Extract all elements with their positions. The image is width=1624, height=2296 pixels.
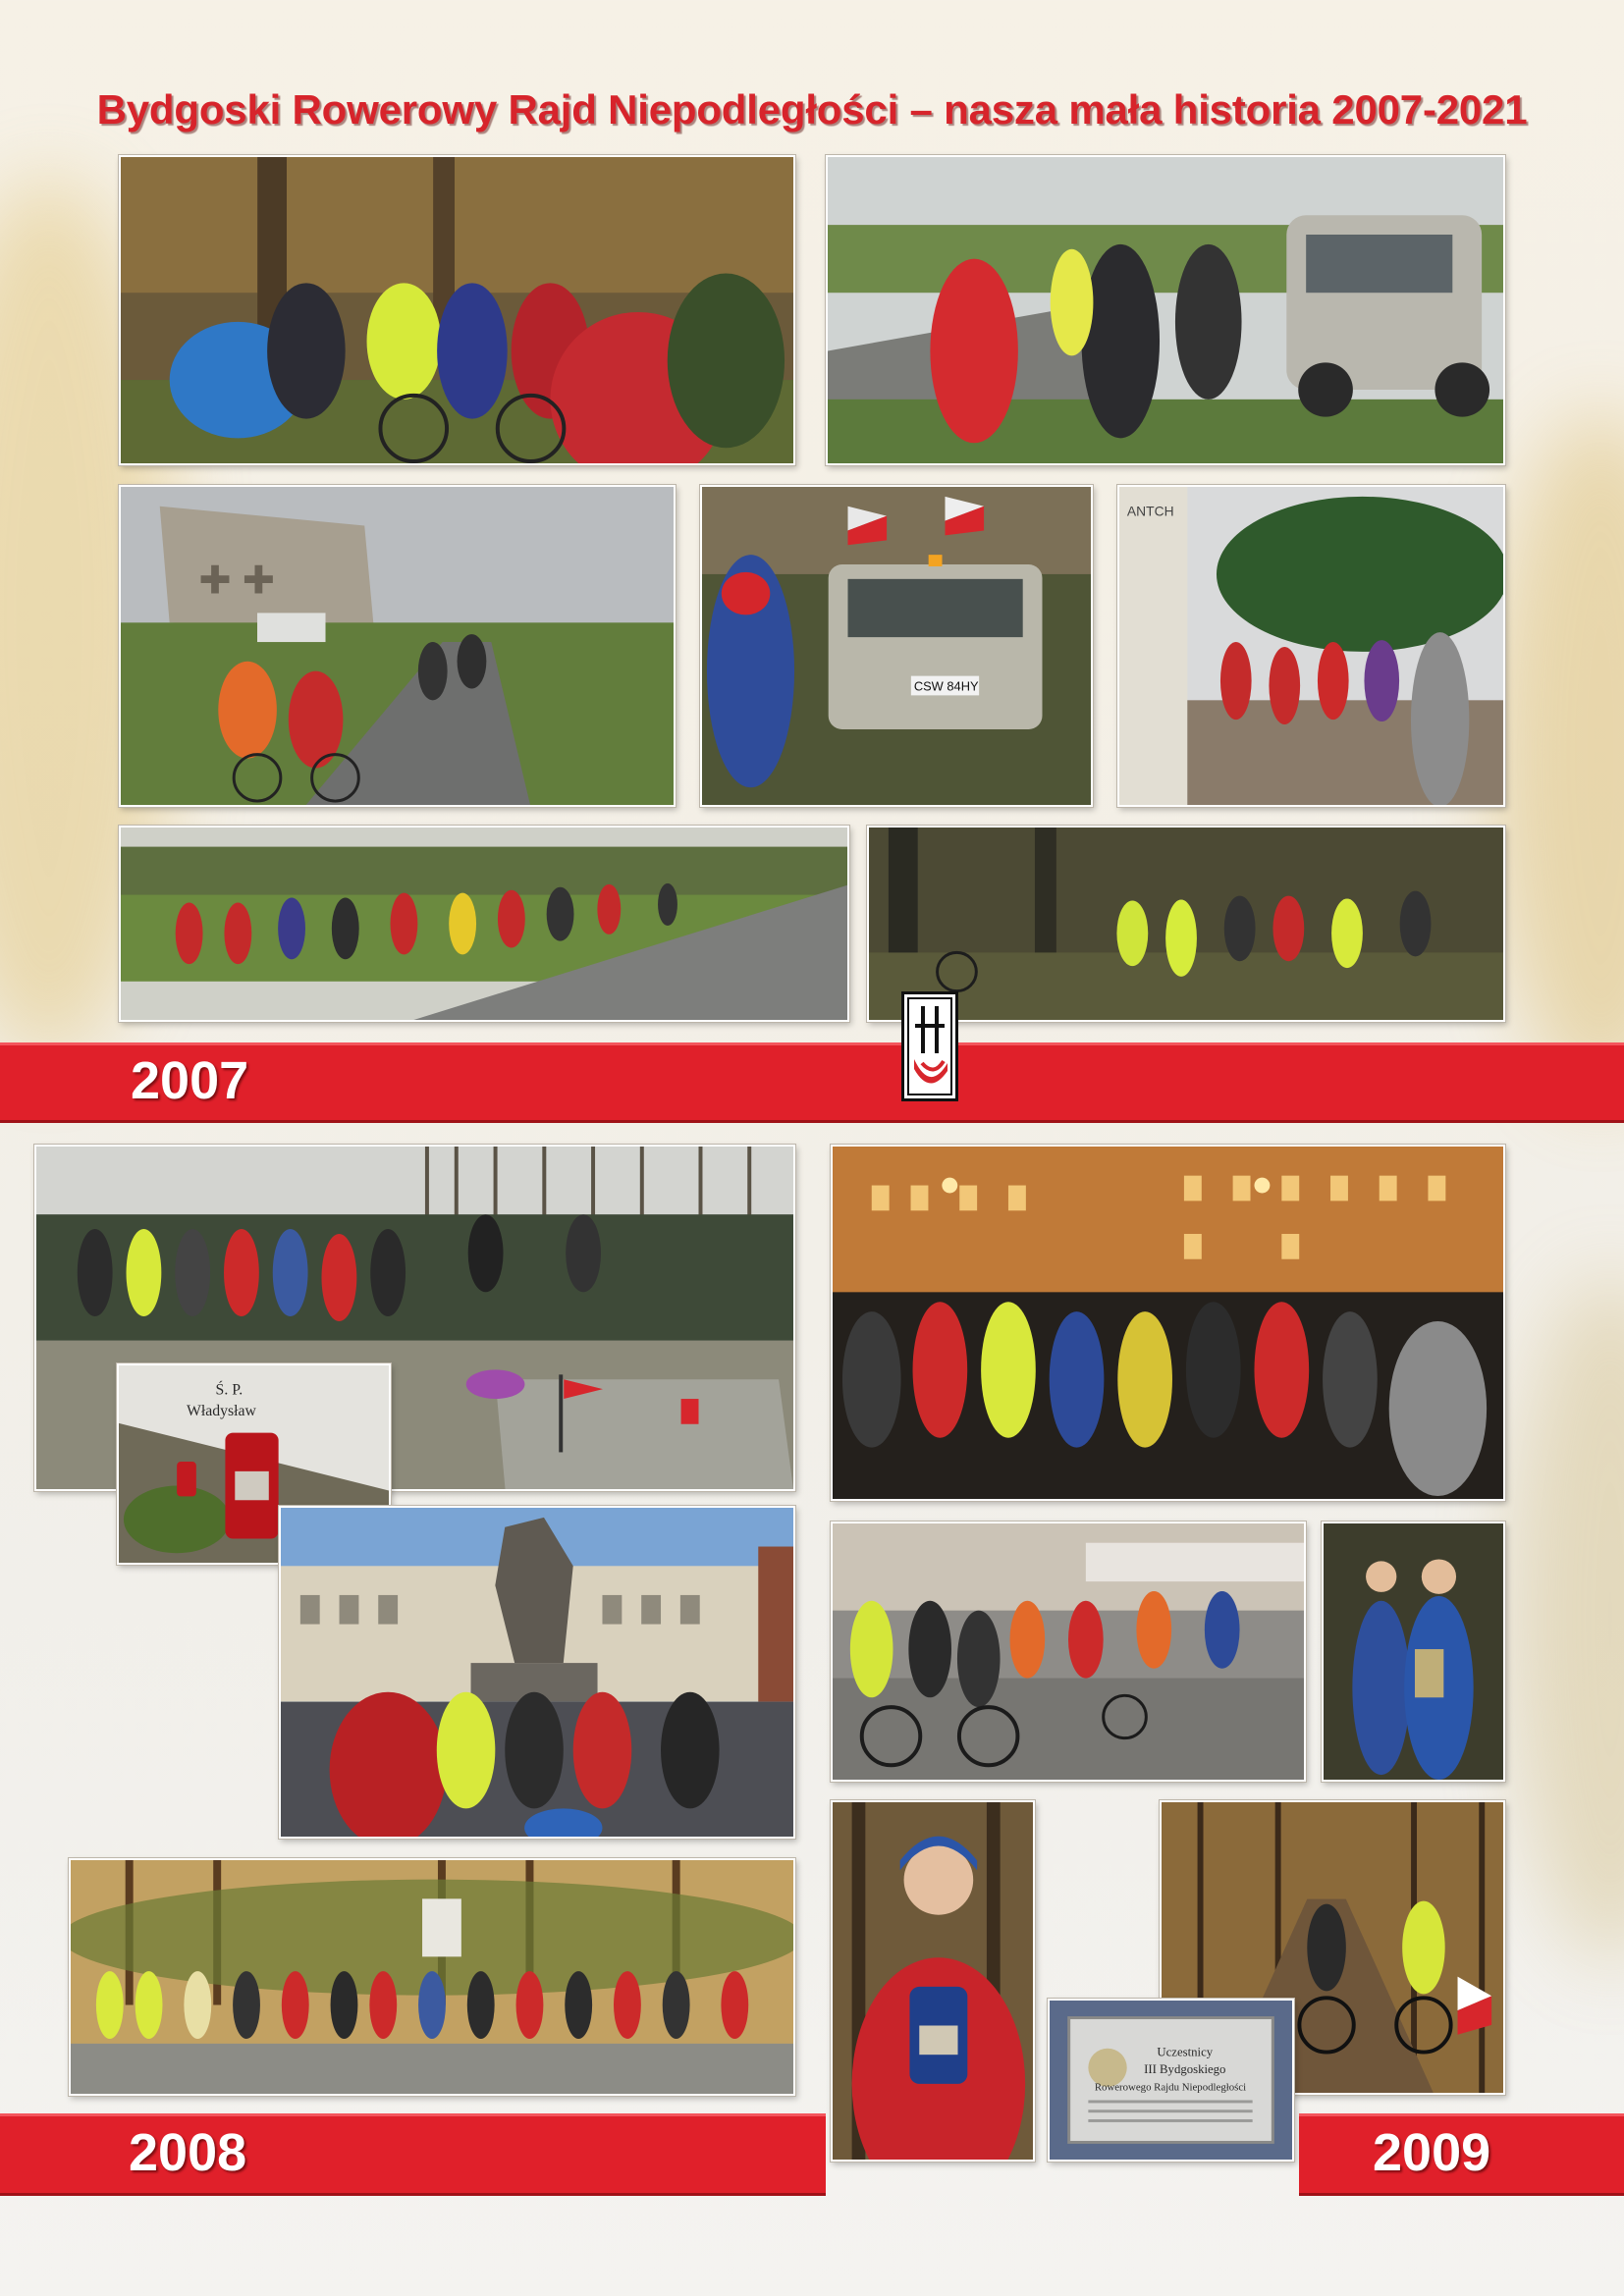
photo-2007-obelisk-group	[1117, 485, 1505, 807]
svg-text:Ś. P.: Ś. P.	[215, 1381, 244, 1399]
photo-2007-landrover-flags	[700, 485, 1093, 807]
photo-2007-forest-group	[119, 155, 795, 465]
photo-2007-road-line	[119, 826, 849, 1022]
page-title: Bydgoski Rowerowy Rajd Niepodległości – nasza mała historia 2007-2021	[96, 86, 1528, 133]
cup-plaque-title: Uczestnicy	[1157, 2045, 1214, 2059]
memorial-plaque-name: Władysław	[186, 1403, 256, 1419]
year-2008: 2008	[129, 2123, 247, 2182]
background-foliage-lower	[1512, 1276, 1624, 1963]
photo-2009-street-riders	[831, 1522, 1306, 1782]
photo-2009-trophy-children	[1322, 1522, 1505, 1782]
cup-plaque-line2: III Bydgoskiego	[1144, 2062, 1226, 2077]
photo-2008-town-square-statue	[279, 1506, 795, 1839]
svg-text:✚ ✚: ✚ ✚	[198, 559, 276, 603]
photo-2007-road-car	[826, 155, 1505, 465]
photo-2009-night-square	[831, 1145, 1505, 1501]
photo-2009-girl-lantern	[831, 1800, 1035, 2162]
swords-emblem-icon	[901, 991, 958, 1101]
band-2008-2009-left	[0, 2113, 826, 2196]
year-2007: 2007	[131, 1051, 249, 1110]
cup-plaque-line3: Rowerowego Rajdu Niepodległości	[1094, 2081, 1247, 2094]
background-foliage-right	[1492, 412, 1624, 1099]
year-2009: 2009	[1373, 2123, 1491, 2182]
photo-2007-forest-walk	[867, 826, 1505, 1022]
svg-text:ANTCH: ANTCH	[1126, 503, 1174, 519]
car-plate: CSW 84HY	[913, 678, 979, 694]
photo-2008-forest-monument-group	[69, 1858, 795, 2096]
photo-2009-cup-plaque-inset	[1048, 1999, 1294, 2162]
photo-2007-monument-road	[119, 485, 676, 807]
